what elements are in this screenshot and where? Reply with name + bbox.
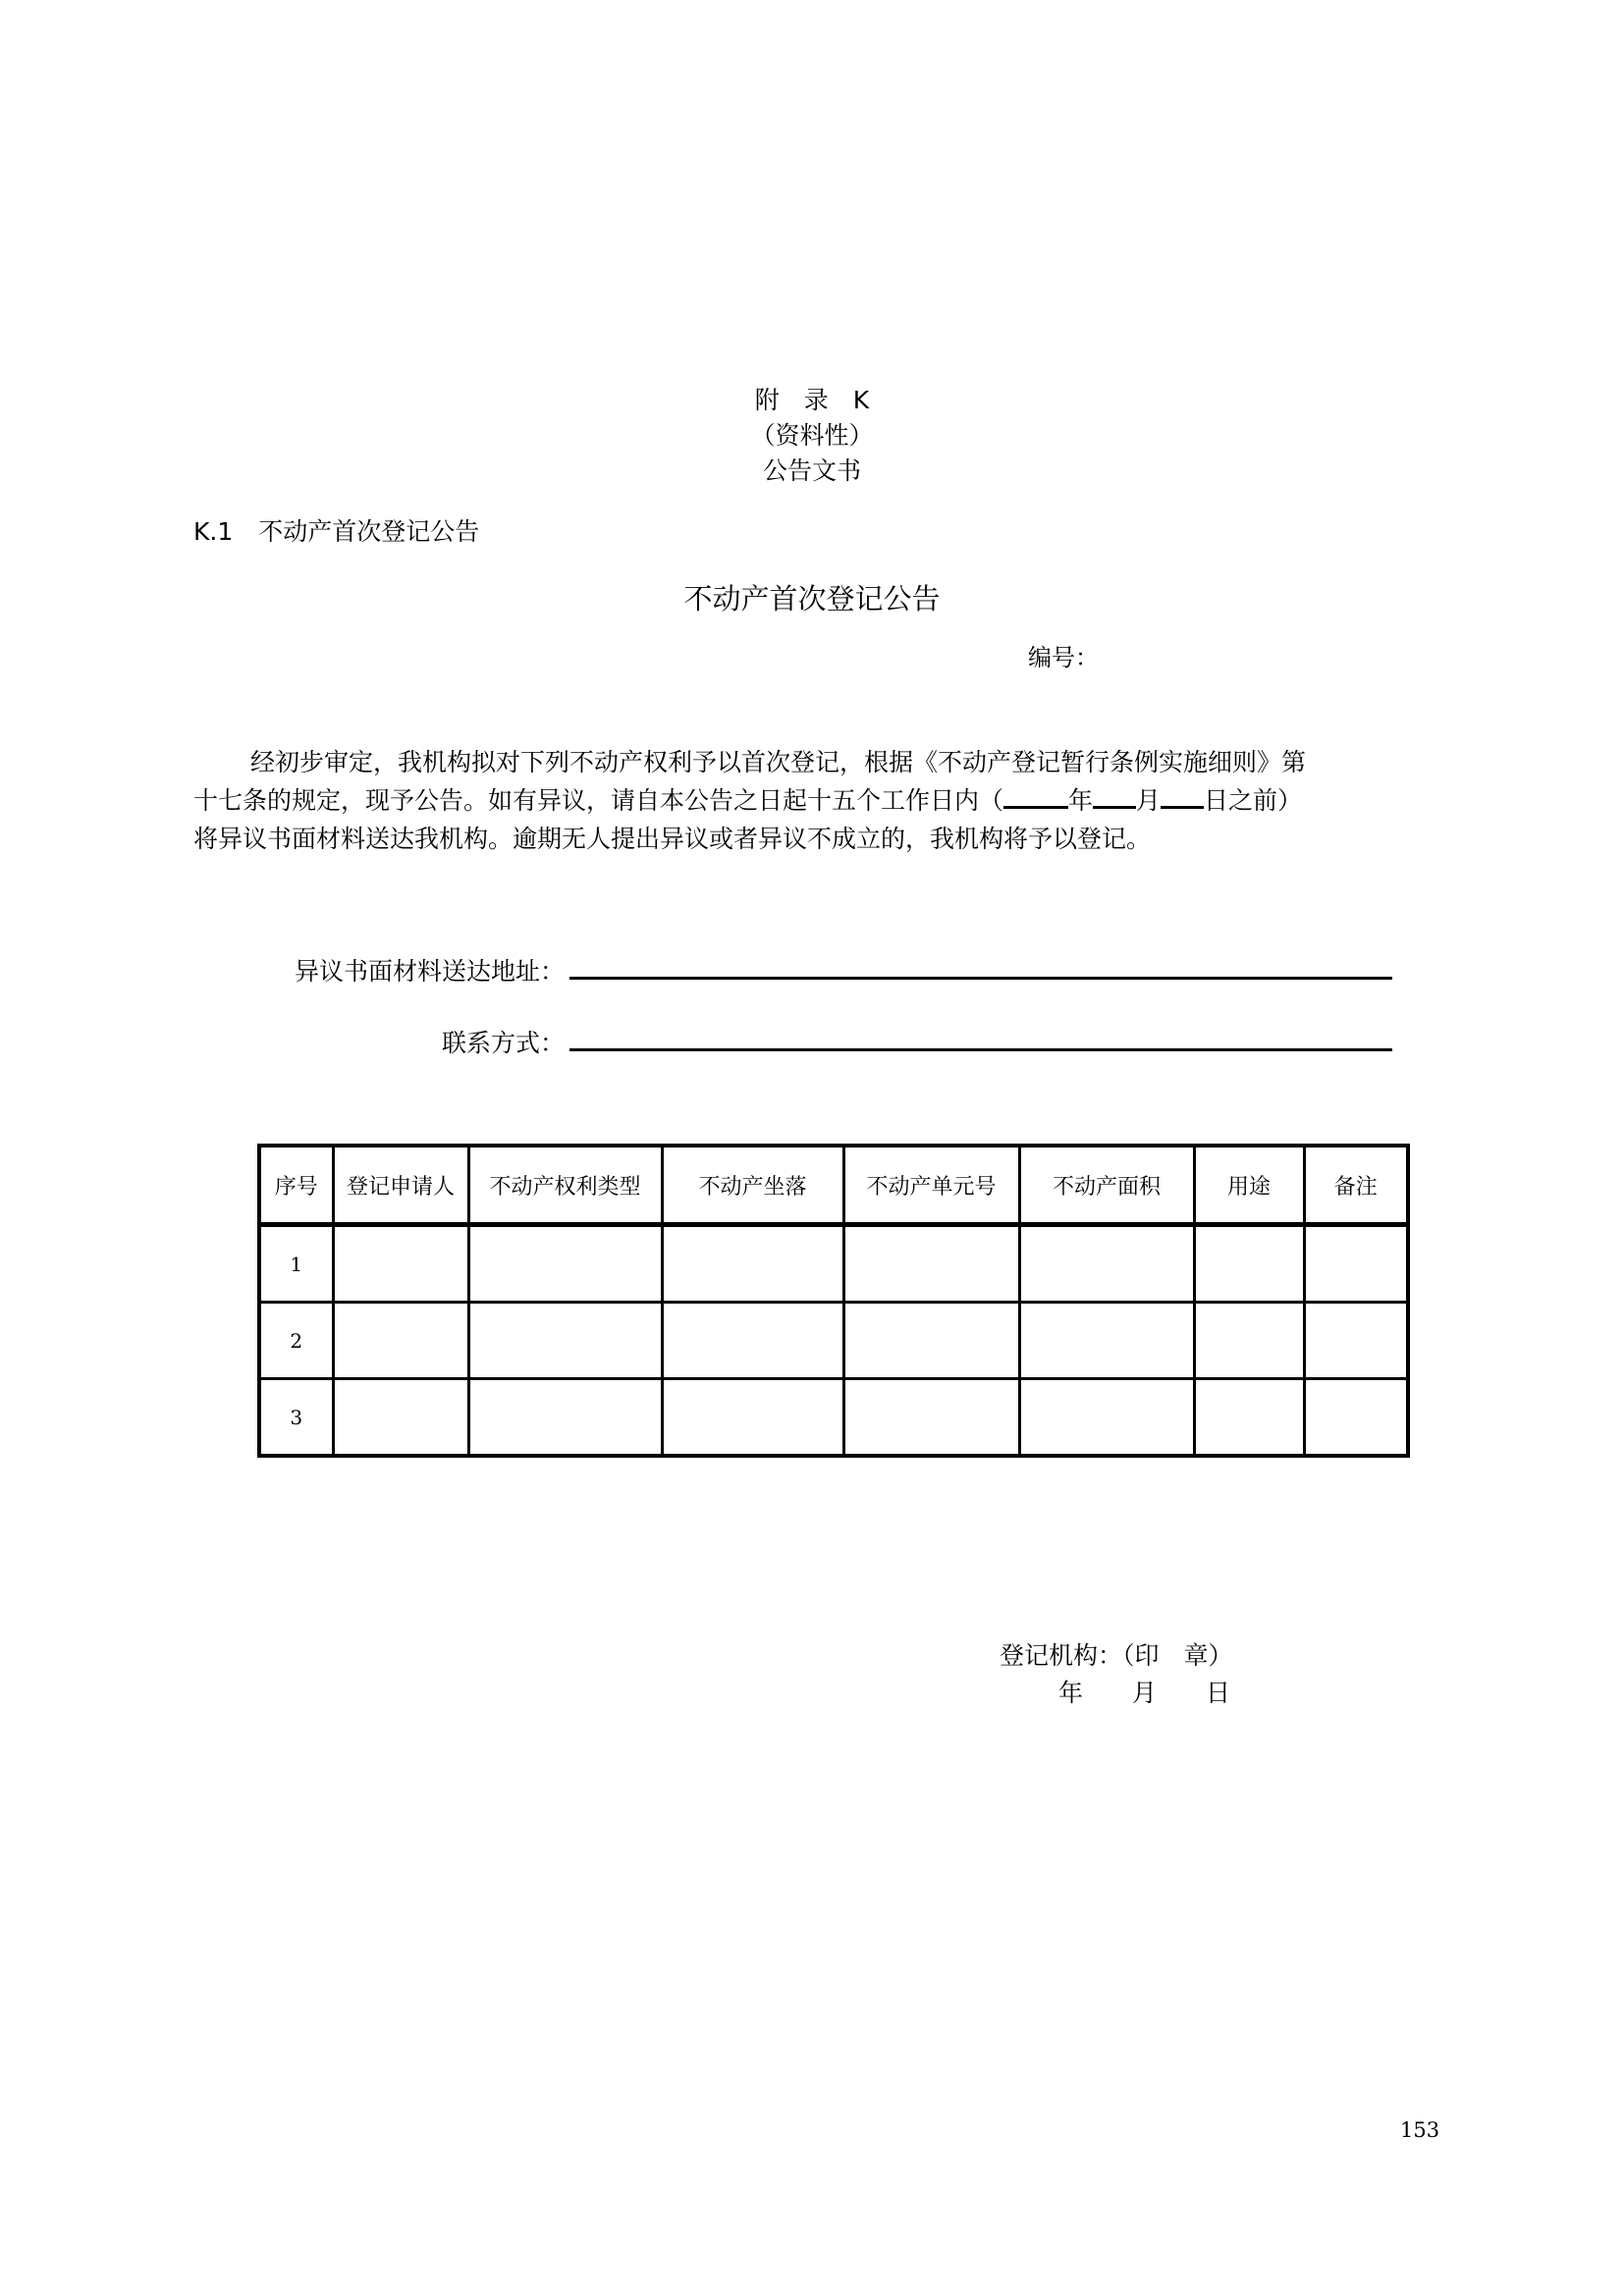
header-location: 不动产坐落 bbox=[662, 1146, 843, 1225]
document-title: 不动产首次登记公告 bbox=[683, 582, 941, 615]
cell-location[interactable] bbox=[662, 1225, 843, 1303]
month-label: 月 bbox=[1136, 786, 1162, 815]
header-area: 不动产面积 bbox=[1019, 1146, 1194, 1225]
contact-input-line[interactable] bbox=[569, 1048, 1392, 1051]
body-line-2-end: 日之前） bbox=[1204, 786, 1303, 815]
cell-unit-number[interactable] bbox=[843, 1379, 1019, 1457]
cell-remarks[interactable] bbox=[1304, 1225, 1408, 1303]
section-title: 不动产首次登记公告 bbox=[258, 517, 480, 546]
table-row bbox=[259, 1379, 1408, 1457]
contact-label: 联系方式： bbox=[441, 1029, 565, 1057]
cell-unit-number[interactable] bbox=[843, 1303, 1019, 1379]
cell-remarks[interactable] bbox=[1304, 1303, 1408, 1379]
cell-right-type[interactable] bbox=[468, 1303, 662, 1379]
header-remarks: 备注 bbox=[1304, 1146, 1408, 1225]
registration-agency-seal: 登记机构：（印 章） bbox=[1000, 1641, 1233, 1670]
cell-remarks[interactable] bbox=[1304, 1379, 1408, 1457]
header-unit-number: 不动产单元号 bbox=[843, 1146, 1019, 1225]
table-row bbox=[259, 1225, 1408, 1303]
body-line-2 bbox=[193, 781, 1470, 820]
header-applicant: 登记申请人 bbox=[333, 1146, 468, 1225]
row-seq: 1 bbox=[259, 1225, 333, 1303]
header-right-type: 不动产权利类型 bbox=[468, 1146, 662, 1225]
cell-right-type[interactable] bbox=[468, 1379, 662, 1457]
address-label: 异议书面材料送达地址： bbox=[294, 957, 565, 986]
cell-applicant[interactable] bbox=[333, 1379, 468, 1457]
section-number: K.1 bbox=[193, 517, 234, 546]
cell-area[interactable] bbox=[1019, 1379, 1194, 1457]
address-input-line[interactable] bbox=[569, 977, 1392, 980]
cell-area[interactable] bbox=[1019, 1225, 1194, 1303]
cell-location[interactable] bbox=[662, 1303, 843, 1379]
table-row bbox=[259, 1303, 1408, 1379]
appendix-label: 附 录 K bbox=[754, 386, 870, 414]
month-blank[interactable] bbox=[1093, 784, 1136, 809]
cell-right-type[interactable] bbox=[468, 1225, 662, 1303]
signature-date: 年 月 日 bbox=[1058, 1679, 1231, 1707]
cell-usage[interactable] bbox=[1194, 1225, 1304, 1303]
year-blank[interactable] bbox=[1003, 784, 1068, 809]
body-line-3: 将异议书面材料送达我机构。逾期无人提出异议或者异议不成立的，我机构将予以登记。 bbox=[193, 825, 1152, 853]
cell-location[interactable] bbox=[662, 1379, 843, 1457]
cell-applicant[interactable] bbox=[333, 1225, 468, 1303]
page-number: 153 bbox=[1400, 2118, 1440, 2142]
row-seq: 2 bbox=[259, 1303, 333, 1379]
row-seq: 3 bbox=[259, 1379, 333, 1457]
cell-usage[interactable] bbox=[1194, 1379, 1304, 1457]
cell-applicant[interactable] bbox=[333, 1303, 468, 1379]
header-usage: 用途 bbox=[1194, 1146, 1304, 1225]
appendix-nature: （资料性） bbox=[750, 421, 874, 450]
cell-unit-number[interactable] bbox=[843, 1225, 1019, 1303]
cell-area[interactable] bbox=[1019, 1303, 1194, 1379]
serial-number-label: 编号： bbox=[1028, 644, 1099, 671]
day-blank[interactable] bbox=[1161, 784, 1204, 809]
appendix-title: 公告文书 bbox=[762, 456, 861, 485]
property-table bbox=[257, 1144, 1410, 1458]
body-line-2-text: 十七条的规定，现予公告。如有异议，请自本公告之日起十五个工作日内（ bbox=[193, 786, 1004, 815]
header-seq: 序号 bbox=[259, 1146, 333, 1225]
table-header-row bbox=[259, 1146, 1408, 1225]
year-label: 年 bbox=[1068, 786, 1094, 815]
body-line-1: 经初步审定，我机构拟对下列不动产权利予以首次登记，根据《不动产登记暂行条例实施细则》第 bbox=[250, 748, 1307, 776]
cell-usage[interactable] bbox=[1194, 1303, 1304, 1379]
section-heading bbox=[193, 512, 479, 548]
